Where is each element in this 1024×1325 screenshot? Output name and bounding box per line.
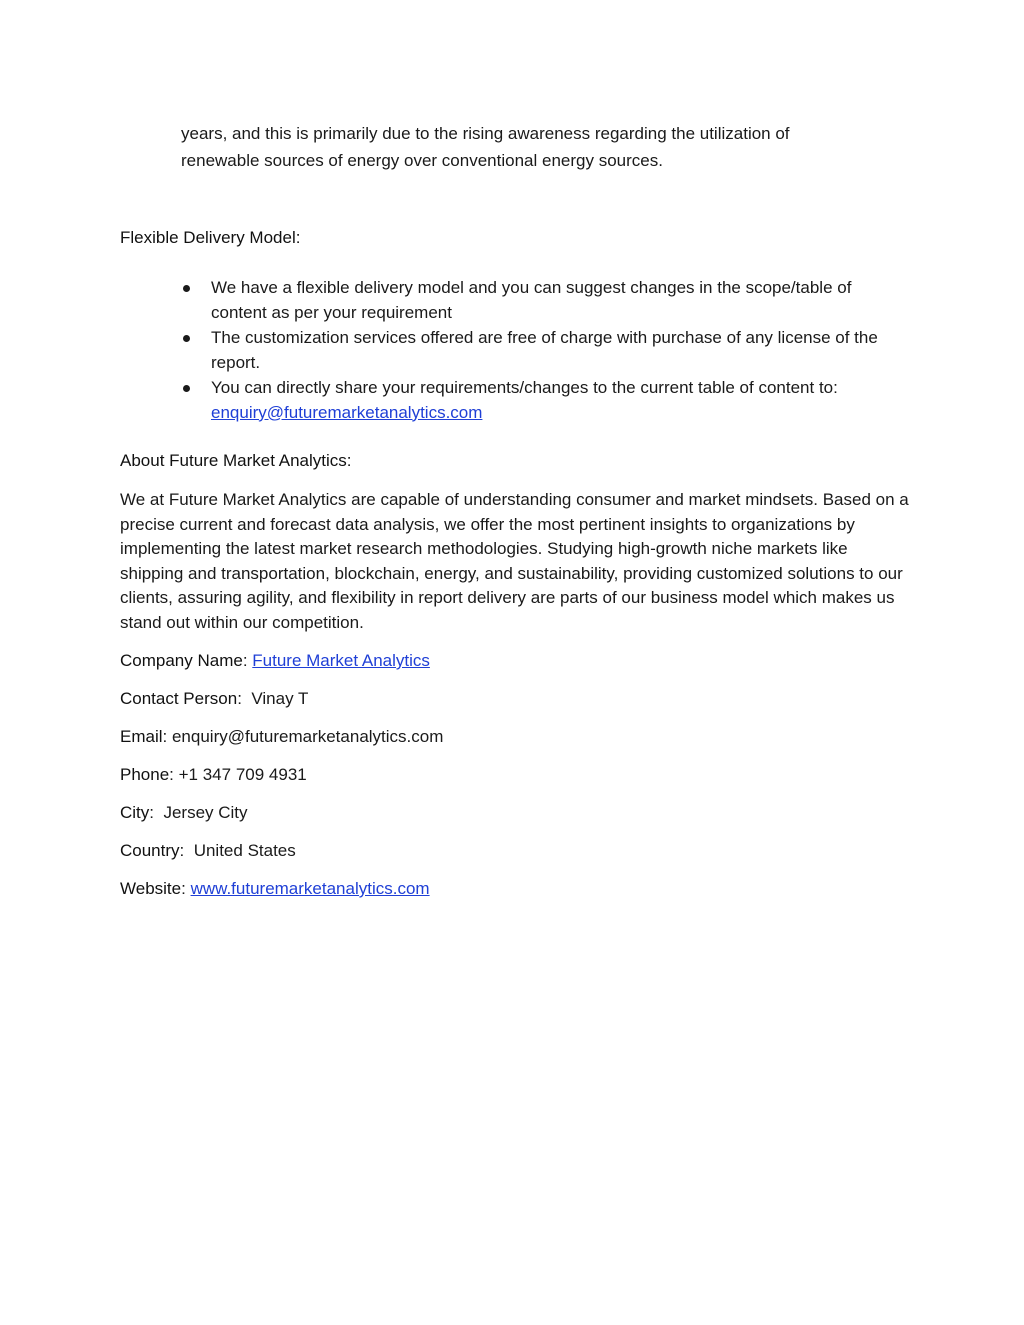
delivery-heading: Flexible Delivery Model: [120,228,301,247]
website-link[interactable]: www.futuremarketanalytics.com [190,879,430,898]
country-label: Country [120,841,180,860]
person-label: Contact Person [120,689,238,708]
enquiry-email-link[interactable]: enquiry@futuremarketanalytics.com [211,402,483,422]
contact-city: City: Jersey City [120,803,248,822]
contact-phone: Phone: +1 347 709 4931 [120,765,307,784]
contact-company: Company Name: Future Market Analytics [120,651,430,670]
list-item [181,326,901,375]
bullet-text: The customization services offered are free of charge with purchase of any license of the report. [211,328,878,372]
contact-country: Country: United States [120,841,296,860]
person-value: Vinay T [251,689,309,708]
bullet-icon [183,335,190,342]
bullet-text: We have a flexible delivery model and you can suggest changes in the scope/table of content as per your requirement [211,278,852,322]
website-label: Website [120,879,182,898]
bullet-icon [183,385,190,392]
contact-website: Website: www.futuremarketanalytics.com [120,879,430,898]
intro-paragraph [181,120,881,174]
email-value: enquiry@futuremarketanalytics.com [171,727,444,746]
phone-label: Phone [120,765,170,784]
company-link[interactable]: Future Market Analytics [252,651,430,670]
city-value: Jersey City [163,803,248,822]
contact-person: Contact Person: Vinay T [120,689,309,708]
email-label: Email [120,727,163,746]
contact-email: Email: enquiry@futuremarketanalytics.com [120,727,444,746]
city-label: City [120,803,150,822]
about-paragraph: We at Future Market Analytics are capable of understanding consumer and market mindsets. Based on a precise current and forecast data analysis, we offer the most pertinent insights to organizations by implementing the latest market research methodologies. Studying high-growth niche markets like shipping and transportation, blockchain, energy, and sustainability, providing customized solutions to our clients, assuring agility, and flexibility in report delivery are parts of our business model which makes us stand out within our competition. [120,490,909,632]
bullet-text: You can directly share your requirements/changes to the current table of content to: [211,378,838,397]
bullet-icon [183,285,190,292]
about-heading: About Future Market Analytics: [120,451,352,470]
intro-line-1: years, and this is primarily due to the rising awareness regarding the utilization of [181,124,790,143]
intro-line-2: renewable sources of energy over conventional energy sources. [181,151,663,170]
company-label: Company Name [120,651,243,670]
phone-value: +1 347 709 4931 [178,765,307,784]
list-item [181,376,901,425]
list-item [181,276,901,325]
delivery-bullet-list [181,276,901,426]
country-value: United States [193,841,296,860]
